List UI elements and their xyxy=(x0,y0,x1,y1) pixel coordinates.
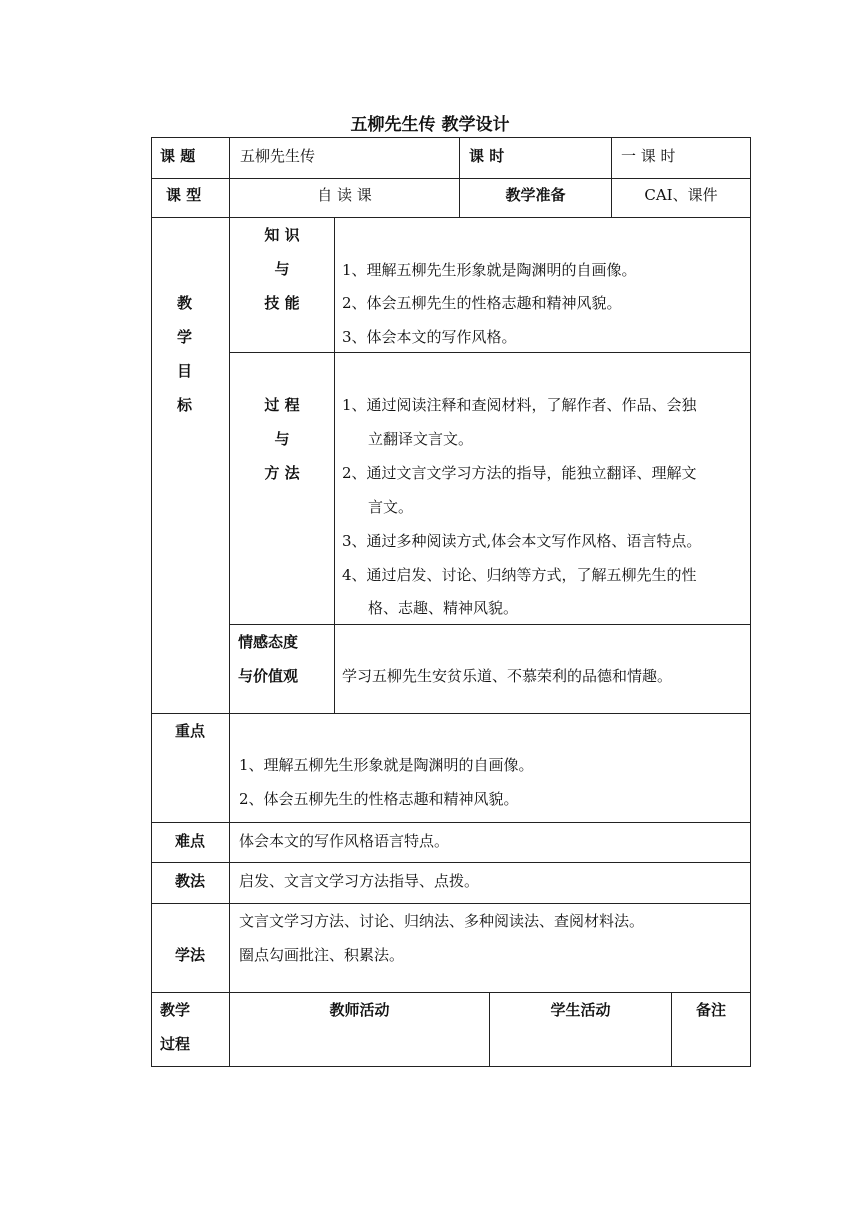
process-line: 1、通过阅读注释和查阅材料，了解作者、作品、会独 xyxy=(342,396,697,414)
row-divider xyxy=(152,217,750,218)
knowledge-label: 知 识 xyxy=(264,226,300,244)
notes-header: 备注 xyxy=(695,1001,726,1019)
row-divider xyxy=(230,352,750,353)
process-section-label: 过程 xyxy=(160,1035,191,1053)
knowledge-label: 技 能 xyxy=(264,294,300,312)
knowledge-item: 3、体会本文的写作风格。 xyxy=(342,328,517,346)
knowledge-item: 2、体会五柳先生的性格志趣和精神风貌。 xyxy=(342,294,622,312)
topic-value: 五柳先生传 xyxy=(240,147,316,165)
column-divider xyxy=(229,138,230,1066)
topic-label: 课 题 xyxy=(160,147,196,165)
type-value: 自 读 课 xyxy=(317,186,372,204)
key-point-item: 1、理解五柳先生形象就是陶渊明的自画像。 xyxy=(239,756,534,774)
teaching-method-label: 教法 xyxy=(175,872,206,890)
process-label: 过 程 xyxy=(264,396,300,414)
teacher-activity-header: 教师活动 xyxy=(329,1001,390,1019)
learning-method-label: 学法 xyxy=(175,946,206,964)
process-line: 言文。 xyxy=(368,498,414,516)
period-value: 一 课 时 xyxy=(621,147,676,165)
process-section-label: 教学 xyxy=(160,1001,191,1019)
row-divider xyxy=(152,862,750,863)
emotion-label: 情感态度 xyxy=(238,633,299,651)
process-line: 立翻译文言文。 xyxy=(368,430,474,448)
difficulty-label: 难点 xyxy=(175,832,206,850)
student-activity-header: 学生活动 xyxy=(550,1001,611,1019)
emotion-label: 与价值观 xyxy=(238,667,299,685)
learning-method-line: 圈点勾画批注、积累法。 xyxy=(239,946,405,964)
process-line: 4、通过启发、讨论、归纳等方式，了解五柳先生的性 xyxy=(342,566,697,584)
prep-value: CAI、课件 xyxy=(644,186,718,204)
emotion-text: 学习五柳先生安贫乐道、不慕荣利的品德和情趣。 xyxy=(342,667,673,685)
row-divider xyxy=(152,178,750,179)
learning-method-line: 文言文学习方法、讨论、归纳法、多种阅读法、查阅材料法。 xyxy=(239,912,645,930)
prep-label: 教学准备 xyxy=(505,186,566,204)
knowledge-label: 与 xyxy=(274,260,290,278)
process-line: 2、通过文言文学习方法的指导，能独立翻译、理解文 xyxy=(342,464,697,482)
knowledge-item: 1、理解五柳先生形象就是陶渊明的自画像。 xyxy=(342,261,637,279)
teaching-method-text: 启发、文言文学习方法指导、点拨。 xyxy=(239,872,480,890)
objectives-label-char: 目 xyxy=(177,362,193,380)
objectives-label-char: 学 xyxy=(177,328,193,346)
period-label: 课 时 xyxy=(469,147,505,165)
row-divider xyxy=(152,992,750,993)
lesson-plan-table xyxy=(151,137,751,1067)
column-divider xyxy=(611,138,612,217)
difficulty-text: 体会本文的写作风格语言特点。 xyxy=(239,832,450,850)
key-points-label: 重点 xyxy=(175,722,206,740)
column-divider xyxy=(459,138,460,217)
process-line: 3、通过多种阅读方式,体会本文写作风格、语言特点。 xyxy=(342,532,702,550)
row-divider xyxy=(152,822,750,823)
process-line: 格、志趣、精神风貌。 xyxy=(368,599,519,617)
objectives-label-char: 教 xyxy=(177,294,193,312)
page-title: 五柳先生传 教学设计 xyxy=(350,115,510,135)
key-point-item: 2、体会五柳先生的性格志趣和精神风貌。 xyxy=(239,790,519,808)
row-divider xyxy=(230,624,750,625)
process-label: 方 法 xyxy=(264,464,300,482)
row-divider xyxy=(152,903,750,904)
row-divider xyxy=(152,713,750,714)
type-label: 课 型 xyxy=(166,186,202,204)
column-divider xyxy=(334,217,335,713)
process-label: 与 xyxy=(274,430,290,448)
objectives-label-char: 标 xyxy=(177,396,193,414)
